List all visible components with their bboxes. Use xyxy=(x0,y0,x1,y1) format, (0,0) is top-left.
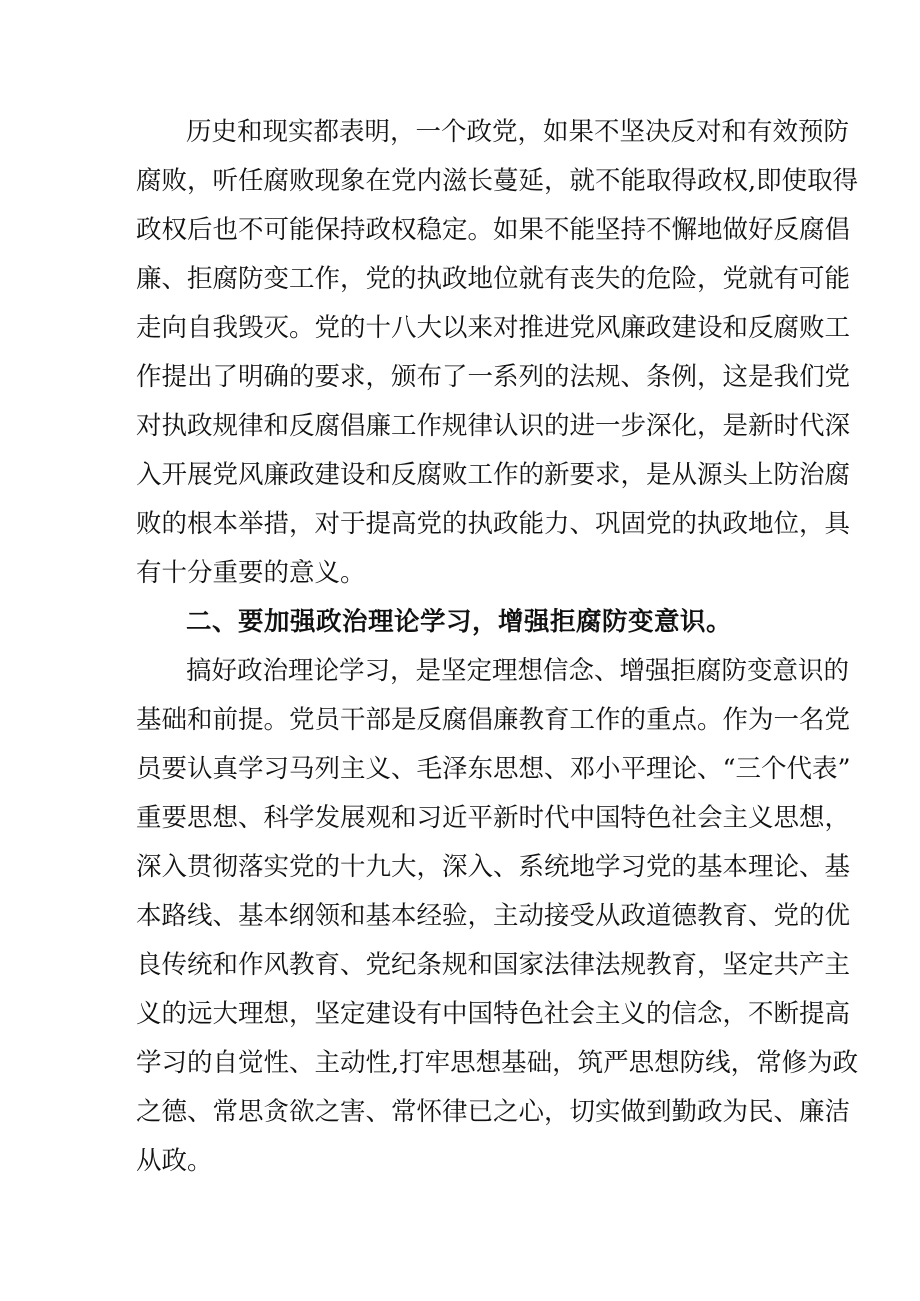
text-line: 搞好政治理论学习，是坚定理想信念、增强拒腐防变意识的 xyxy=(186,656,850,686)
section-heading-text: 二、要加强政治理论学习，增强拒腐防变意识。 xyxy=(186,607,733,637)
text-line: 政权后也不可能保持政权稳定。如果不能坚持不懈地做好反腐倡 xyxy=(136,215,851,245)
paragraph-political-theory-study xyxy=(136,647,859,1186)
text-line: 作提出了明确的要求，颁布了一系列的法规、条例，这是我们党 xyxy=(136,362,851,392)
text-line: 基础和前提。党员干部是反腐倡廉教育工作的重点。作为一名党 xyxy=(136,705,851,735)
text-line: 员要认真学习马列主义、毛泽东思想、邓小平理论、“三个代表” xyxy=(136,754,851,784)
text-line: 学习的自觉性、主动性,打牢思想基础，筑严思想防线，常修为政 xyxy=(136,1048,859,1078)
text-line: 之德、常思贪欲之害、常怀律已之心，切实做到勤政为民、廉洁 xyxy=(136,1097,851,1127)
text-line: 败的根本举措，对于提高党的执政能力、巩固党的执政地位，具 xyxy=(136,509,851,539)
text-line: 历史和现实都表明，一个政党，如果不坚决反对和有效预防 xyxy=(186,117,850,147)
text-line: 从政。 xyxy=(136,1146,213,1176)
document-body xyxy=(136,108,859,1186)
text-line: 对执政规律和反腐倡廉工作规律认识的进一步深化，是新时代深 xyxy=(136,411,851,441)
text-line: 有十分重要的意义。 xyxy=(136,558,366,588)
text-line: 本路线、基本纲领和基本经验，主动接受从政道德教育、党的优 xyxy=(136,901,851,931)
text-line: 深入贯彻落实党的十九大，深入、系统地学习党的基本理论、基 xyxy=(136,852,851,882)
paragraph-anti-corruption-significance xyxy=(136,108,859,598)
text-line: 良传统和作风教育、党纪条规和国家法律法规教育，坚定共产主 xyxy=(136,950,851,980)
text-line: 走向自我毁灭。党的十八大以来对推进党风廉政建设和反腐败工 xyxy=(136,313,851,343)
text-line: 廉、拒腐防变工作，党的执政地位就有丧失的危险，党就有可能 xyxy=(136,264,851,294)
section-heading xyxy=(136,598,786,647)
text-line: 入开展党风廉政建设和反腐败工作的新要求，是从源头上防治腐 xyxy=(136,460,851,490)
text-line: 重要思想、科学发展观和习近平新时代中国特色社会主义思想， xyxy=(136,803,851,833)
text-line: 义的远大理想，坚定建设有中国特色社会主义的信念，不断提高 xyxy=(136,999,851,1029)
text-line: 腐败，听任腐败现象在党内滋长蔓延，就不能取得政权,即使取得 xyxy=(136,166,859,196)
